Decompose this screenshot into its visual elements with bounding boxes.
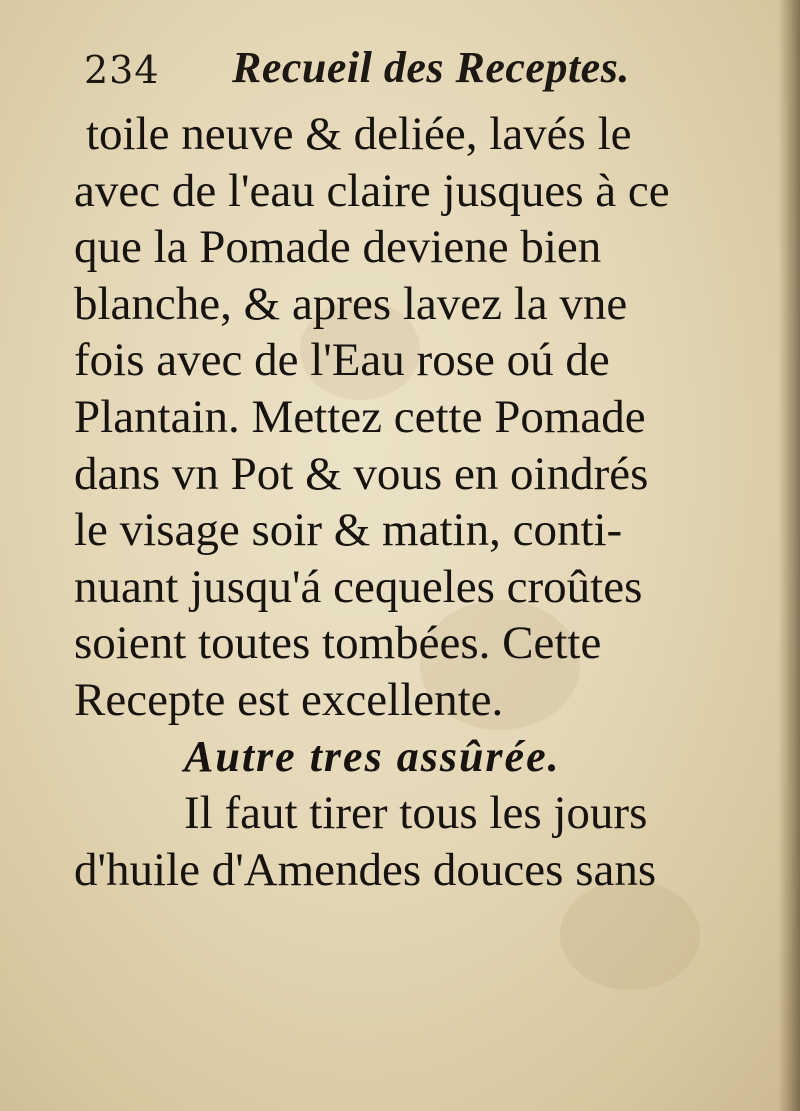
text-line: d'huile d'Amendes douces sans	[74, 843, 657, 896]
text-line: blanche, & apres lavez la vne	[74, 277, 628, 330]
text-line: Recepte est excellente.	[74, 673, 504, 726]
running-title: Recueil des Receptes.	[232, 43, 630, 92]
text-line: avec de l'eau claire jusques à ce	[74, 164, 670, 217]
text-line: le visage soir & matin, conti-	[74, 504, 623, 557]
text-line: Plantain. Mettez cette Pomade	[74, 390, 646, 443]
text-line: dans vn Pot & vous en oindrés	[74, 447, 649, 500]
text-line: toile neuve & deliée, lavés le	[86, 108, 632, 160]
text-line: soient toutes tombées. Cette	[74, 617, 602, 670]
recipe-heading: Autre tres assûrée.	[184, 731, 561, 781]
text-line: fois avec de l'Eau rose oú de	[74, 334, 610, 387]
recipe-text	[74, 106, 774, 898]
text-line: que la Pomade deviene bien	[74, 221, 602, 274]
page-header	[84, 40, 704, 100]
text-line: nuant jusqu'á cequeles croûtes	[74, 560, 643, 613]
page-number: 234	[84, 48, 160, 92]
text-line: Il faut tirer tous les jours	[184, 787, 648, 840]
